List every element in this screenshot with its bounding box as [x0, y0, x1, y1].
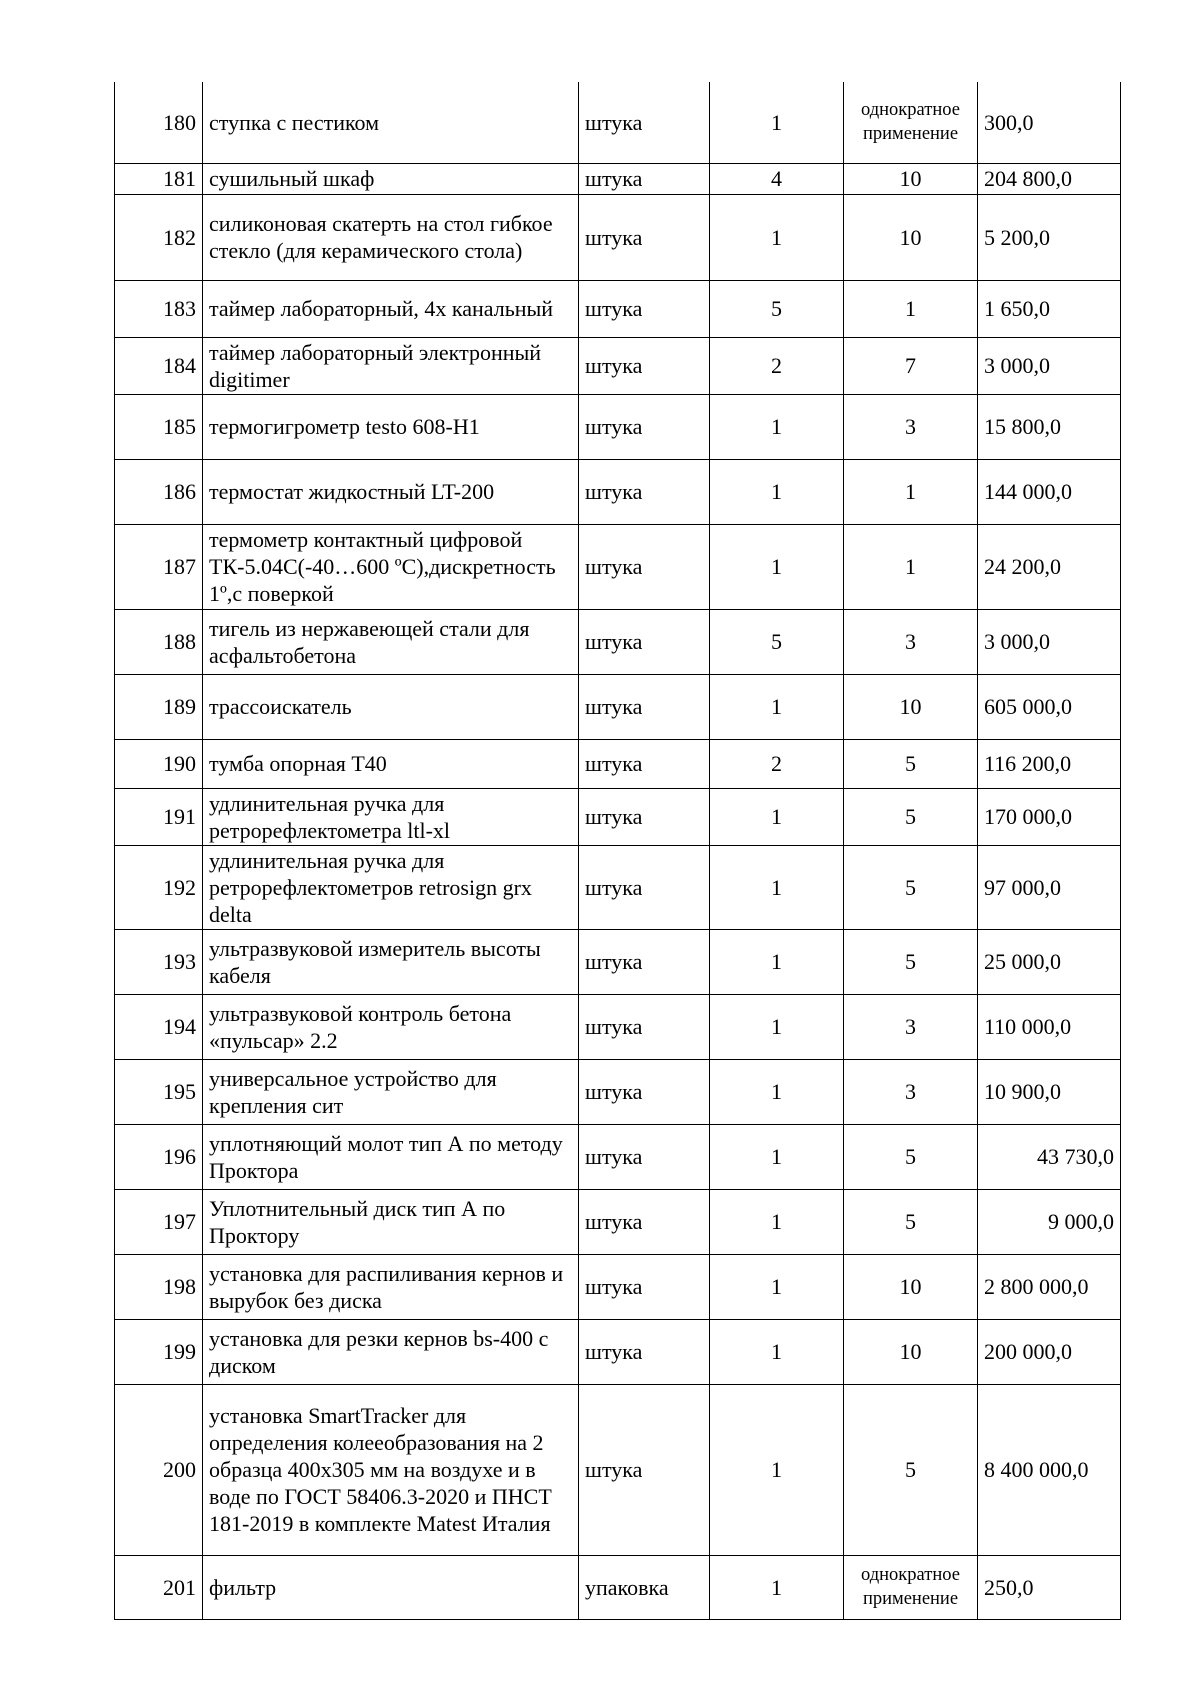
equipment-table — [114, 82, 1121, 1620]
table-row — [115, 1319, 1121, 1384]
row-number: 186 — [115, 459, 203, 524]
item-quantity: 1 — [710, 459, 844, 524]
table-row — [115, 1059, 1121, 1124]
item-unit: штука — [579, 788, 710, 845]
item-service-life: 7 — [844, 337, 978, 394]
row-number: 184 — [115, 337, 203, 394]
item-quantity: 1 — [710, 524, 844, 609]
table-row — [115, 337, 1121, 394]
table-row — [115, 524, 1121, 609]
item-unit: штука — [579, 994, 710, 1059]
item-unit: штука — [579, 394, 710, 459]
item-name: термометр контактный цифровой ТК-5.04С(-40…600 ºС),дискретность 1º,с поверкой — [203, 524, 579, 609]
item-service-life: 5 — [844, 1189, 978, 1254]
item-quantity: 1 — [710, 1555, 844, 1619]
item-price: 3 000,0 — [978, 337, 1121, 394]
item-price: 204 800,0 — [978, 163, 1121, 194]
row-number: 201 — [115, 1555, 203, 1619]
table-row — [115, 1384, 1121, 1555]
row-number: 198 — [115, 1254, 203, 1319]
item-service-life: однократное применение — [844, 1555, 978, 1619]
item-name: уплотняющий молот тип А по методу Проктора — [203, 1124, 579, 1189]
table-row — [115, 163, 1121, 194]
item-service-life: 1 — [844, 524, 978, 609]
item-price: 8 400 000,0 — [978, 1384, 1121, 1555]
item-service-life: 1 — [844, 459, 978, 524]
item-quantity: 1 — [710, 788, 844, 845]
item-service-life: 10 — [844, 163, 978, 194]
item-price: 10 900,0 — [978, 1059, 1121, 1124]
item-service-life: 10 — [844, 1319, 978, 1384]
table-row — [115, 994, 1121, 1059]
item-unit: штука — [579, 337, 710, 394]
item-unit: штука — [579, 929, 710, 994]
item-unit: штука — [579, 1124, 710, 1189]
item-name: тигель из нержавеющей стали для асфальтобетона — [203, 609, 579, 674]
row-number: 199 — [115, 1319, 203, 1384]
item-price: 170 000,0 — [978, 788, 1121, 845]
item-unit: штука — [579, 845, 710, 929]
table-row — [115, 82, 1121, 163]
item-quantity: 5 — [710, 280, 844, 337]
item-quantity: 1 — [710, 394, 844, 459]
item-service-life: 5 — [844, 788, 978, 845]
item-service-life: однократное применение — [844, 82, 978, 163]
item-service-life: 3 — [844, 394, 978, 459]
item-unit: штука — [579, 1254, 710, 1319]
item-quantity: 1 — [710, 1059, 844, 1124]
table-row — [115, 739, 1121, 788]
item-name: удлинительная ручка для ретрорефлектометра ltl-xl — [203, 788, 579, 845]
item-service-life: 1 — [844, 280, 978, 337]
item-price: 110 000,0 — [978, 994, 1121, 1059]
item-price: 9 000,0 — [978, 1189, 1121, 1254]
item-name: силиконовая скатерть на стол гибкое стекло (для керамического стола) — [203, 194, 579, 280]
item-name: удлинительная ручка для ретрорефлектометров retrosign grx delta — [203, 845, 579, 929]
item-price: 250,0 — [978, 1555, 1121, 1619]
item-name: трассоискатель — [203, 674, 579, 739]
item-unit: штука — [579, 739, 710, 788]
item-quantity: 1 — [710, 1384, 844, 1555]
item-price: 25 000,0 — [978, 929, 1121, 994]
item-price: 1 650,0 — [978, 280, 1121, 337]
item-name: таймер лабораторный, 4х канальный — [203, 280, 579, 337]
item-price: 200 000,0 — [978, 1319, 1121, 1384]
row-number: 191 — [115, 788, 203, 845]
item-price: 144 000,0 — [978, 459, 1121, 524]
item-service-life: 10 — [844, 1254, 978, 1319]
row-number: 182 — [115, 194, 203, 280]
item-service-life: 5 — [844, 739, 978, 788]
table-row — [115, 674, 1121, 739]
item-name: ультразвуковой измеритель высоты кабеля — [203, 929, 579, 994]
item-name: ультразвуковой контроль бетона «пульсар» 2.2 — [203, 994, 579, 1059]
row-number: 197 — [115, 1189, 203, 1254]
item-service-life: 5 — [844, 845, 978, 929]
item-quantity: 5 — [710, 609, 844, 674]
item-name: установка SmartTracker для определения колееобразования на 2 образца 400х305 мм на воздухе и в воде по ГОСТ 58406.3-2020 и ПНСТ 181-2019 в комплекте Matest Италия — [203, 1384, 579, 1555]
row-number: 200 — [115, 1384, 203, 1555]
item-service-life: 5 — [844, 1124, 978, 1189]
row-number: 192 — [115, 845, 203, 929]
item-price: 5 200,0 — [978, 194, 1121, 280]
item-price: 15 800,0 — [978, 394, 1121, 459]
item-unit: штука — [579, 1189, 710, 1254]
row-number: 181 — [115, 163, 203, 194]
item-service-life: 10 — [844, 194, 978, 280]
item-unit: штука — [579, 1319, 710, 1384]
item-quantity: 2 — [710, 739, 844, 788]
item-name: Уплотнительный диск тип А по Проктору — [203, 1189, 579, 1254]
item-quantity: 1 — [710, 845, 844, 929]
item-unit: штука — [579, 194, 710, 280]
item-price: 116 200,0 — [978, 739, 1121, 788]
item-quantity: 1 — [710, 1189, 844, 1254]
item-price: 97 000,0 — [978, 845, 1121, 929]
item-unit: штука — [579, 674, 710, 739]
table-row — [115, 1189, 1121, 1254]
item-service-life: 5 — [844, 1384, 978, 1555]
item-quantity: 1 — [710, 1254, 844, 1319]
item-unit: штука — [579, 609, 710, 674]
row-number: 195 — [115, 1059, 203, 1124]
table-row — [115, 929, 1121, 994]
table-row — [115, 1555, 1121, 1619]
item-unit: штука — [579, 524, 710, 609]
item-unit: штука — [579, 82, 710, 163]
item-name: ступка с пестиком — [203, 82, 579, 163]
row-number: 188 — [115, 609, 203, 674]
item-service-life: 3 — [844, 994, 978, 1059]
item-unit: штука — [579, 1059, 710, 1124]
table-row — [115, 609, 1121, 674]
item-service-life: 3 — [844, 609, 978, 674]
row-number: 189 — [115, 674, 203, 739]
item-quantity: 1 — [710, 194, 844, 280]
row-number: 193 — [115, 929, 203, 994]
item-price: 24 200,0 — [978, 524, 1121, 609]
item-name: термостат жидкостный LT-200 — [203, 459, 579, 524]
table-row — [115, 788, 1121, 845]
table-row — [115, 1254, 1121, 1319]
item-price: 43 730,0 — [978, 1124, 1121, 1189]
row-number: 187 — [115, 524, 203, 609]
row-number: 194 — [115, 994, 203, 1059]
item-unit: штука — [579, 280, 710, 337]
row-number: 180 — [115, 82, 203, 163]
item-unit: штука — [579, 1384, 710, 1555]
row-number: 185 — [115, 394, 203, 459]
table-row — [115, 280, 1121, 337]
item-quantity: 2 — [710, 337, 844, 394]
item-name: таймер лабораторный электронный digitimer — [203, 337, 579, 394]
item-name: термогигрометр testo 608-H1 — [203, 394, 579, 459]
item-unit: штука — [579, 163, 710, 194]
item-service-life: 5 — [844, 929, 978, 994]
item-service-life: 3 — [844, 1059, 978, 1124]
item-price: 2 800 000,0 — [978, 1254, 1121, 1319]
row-number: 190 — [115, 739, 203, 788]
table-row — [115, 194, 1121, 280]
table-row — [115, 394, 1121, 459]
item-name: универсальное устройство для крепления сит — [203, 1059, 579, 1124]
item-price: 605 000,0 — [978, 674, 1121, 739]
row-number: 183 — [115, 280, 203, 337]
item-service-life: 10 — [844, 674, 978, 739]
item-name: сушильный шкаф — [203, 163, 579, 194]
item-quantity: 1 — [710, 929, 844, 994]
table-row — [115, 845, 1121, 929]
item-price: 300,0 — [978, 82, 1121, 163]
item-unit: штука — [579, 459, 710, 524]
item-quantity: 1 — [710, 1124, 844, 1189]
item-quantity: 1 — [710, 994, 844, 1059]
item-unit: упаковка — [579, 1555, 710, 1619]
item-quantity: 1 — [710, 1319, 844, 1384]
item-name: установка для распиливания кернов и вырубок без диска — [203, 1254, 579, 1319]
table-row — [115, 459, 1121, 524]
item-name: тумба опорная Т40 — [203, 739, 579, 788]
item-quantity: 1 — [710, 82, 844, 163]
item-quantity: 1 — [710, 674, 844, 739]
item-quantity: 4 — [710, 163, 844, 194]
item-name: установка для резки кернов bs-400 с диском — [203, 1319, 579, 1384]
row-number: 196 — [115, 1124, 203, 1189]
table-row — [115, 1124, 1121, 1189]
item-price: 3 000,0 — [978, 609, 1121, 674]
item-name: фильтр — [203, 1555, 579, 1619]
